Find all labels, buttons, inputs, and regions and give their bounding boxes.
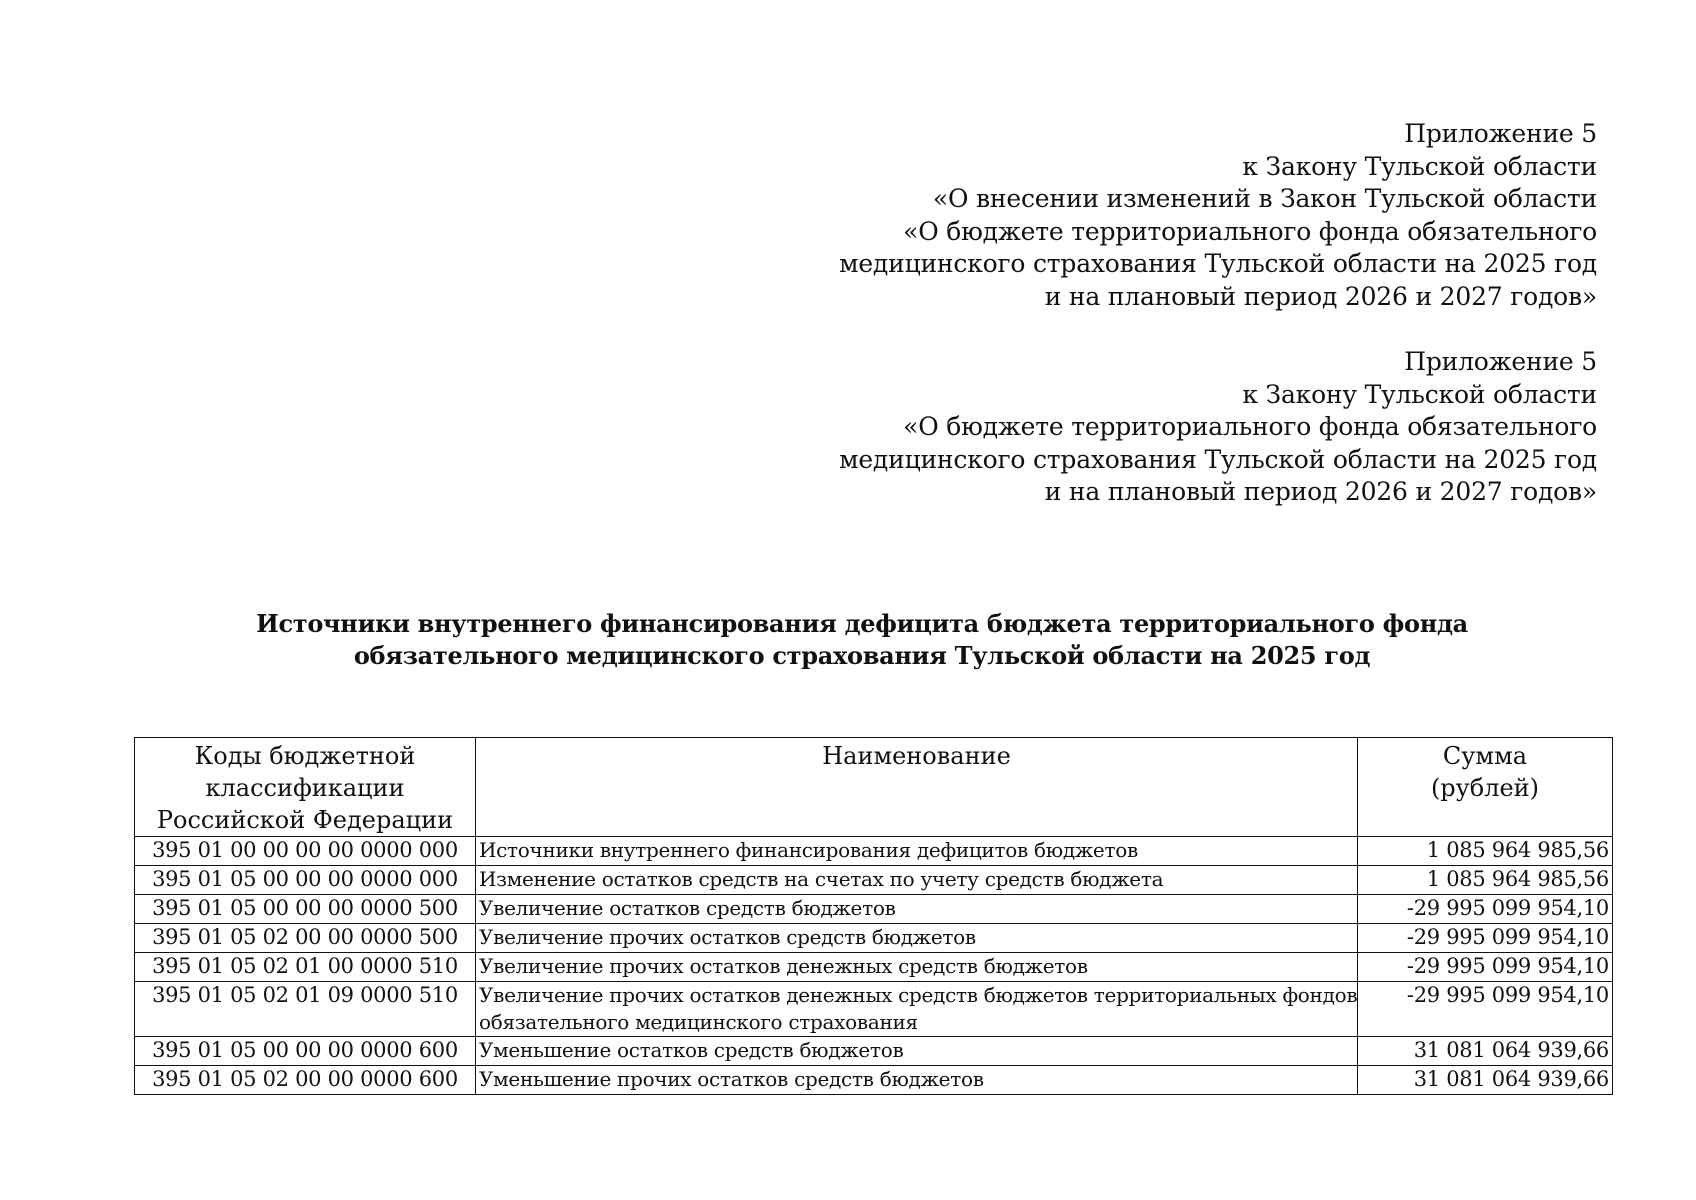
name-line: обязательного медицинского страхования: [479, 1010, 918, 1034]
appendix-header-original: [839, 346, 1597, 509]
amount-cell: -29 995 099 954,10: [1358, 953, 1613, 982]
header-line: и на плановый период 2026 и 2027 годов»: [1044, 477, 1597, 506]
table-row: [135, 982, 1613, 1037]
header-line: медицинского страхования Тульской области на 2025 год: [839, 249, 1597, 278]
table-row: [135, 866, 1613, 895]
header-line: и на плановый период 2026 и 2027 годов»: [1044, 281, 1597, 311]
document-title-line: Источники внутреннего финансирования дефицита бюджета территориального фонда: [256, 609, 1468, 638]
document-title: [0, 608, 1696, 672]
name-cell: Уменьшение остатков средств бюджетов: [476, 1037, 1358, 1066]
budget-code-cell: 395 01 05 02 00 00 0000 500: [135, 924, 476, 953]
table-row: [135, 953, 1613, 982]
name-line: Увеличение прочих остатков денежных средств бюджетов территориальных фондов: [479, 983, 1358, 1007]
name-cell: Изменение остатков средств на счетах по учету средств бюджета: [476, 866, 1358, 895]
table-row: [135, 924, 1613, 953]
column-header-name: Наименование: [476, 738, 1358, 837]
header-line: к Закону Тульской области: [1242, 379, 1597, 409]
budget-code-cell: 395 01 05 02 00 00 0000 600: [135, 1066, 476, 1095]
budget-code-cell: 395 01 05 00 00 00 0000 000: [135, 866, 476, 895]
table-row: [135, 1066, 1613, 1095]
table-row: [135, 1037, 1613, 1066]
amount-cell: 31 081 064 939,66: [1358, 1037, 1613, 1066]
amount-cell: 31 081 064 939,66: [1358, 1066, 1613, 1095]
header-line: Приложение 5: [1404, 347, 1597, 376]
header-line: к Закону Тульской области: [1242, 151, 1597, 181]
header-line: «О бюджете территориального фонда обязательного: [903, 216, 1597, 246]
budget-code-cell: 395 01 05 00 00 00 0000 500: [135, 895, 476, 924]
header-line: «О бюджете территориального фонда обязательного: [903, 412, 1597, 441]
amount-cell: -29 995 099 954,10: [1358, 895, 1613, 924]
amount-cell: -29 995 099 954,10: [1358, 982, 1613, 1037]
amount-cell: 1 085 964 985,56: [1358, 866, 1613, 895]
amount-cell: 1 085 964 985,56: [1358, 837, 1613, 866]
header-line: Приложение 5: [1404, 119, 1597, 148]
table-row: [135, 837, 1613, 866]
financing-sources-table: [134, 737, 1613, 1095]
header-line: «О внесении изменений в Закон Тульской области: [932, 184, 1597, 213]
name-cell: Увеличение прочих остатков средств бюджетов: [476, 924, 1358, 953]
budget-code-cell: 395 01 05 02 01 00 0000 510: [135, 953, 476, 982]
name-cell: [476, 982, 1358, 1037]
table-row: [135, 895, 1613, 924]
budget-code-cell: 395 01 00 00 00 00 0000 000: [135, 837, 476, 866]
column-header-amount: Сумма (рублей): [1358, 738, 1613, 837]
document-title-line: обязательного медицинского страхования Тульской области на 2025 год: [353, 641, 1371, 670]
name-cell: Уменьшение прочих остатков средств бюджетов: [476, 1066, 1358, 1095]
header-line: медицинского страхования Тульской области на 2025 год: [839, 444, 1597, 474]
budget-code-cell: 395 01 05 00 00 00 0000 600: [135, 1037, 476, 1066]
column-header-code: Коды бюджетной классификации Российской Федерации: [135, 738, 476, 837]
table-header-row: [135, 738, 1613, 837]
name-cell: Увеличение прочих остатков денежных средств бюджетов: [476, 953, 1358, 982]
amount-cell: -29 995 099 954,10: [1358, 924, 1613, 953]
budget-code-cell: 395 01 05 02 01 09 0000 510: [135, 982, 476, 1037]
name-cell: Источники внутреннего финансирования дефицитов бюджетов: [476, 837, 1358, 866]
name-cell: Увеличение остатков средств бюджетов: [476, 895, 1358, 924]
appendix-header-amendment: [839, 118, 1597, 313]
